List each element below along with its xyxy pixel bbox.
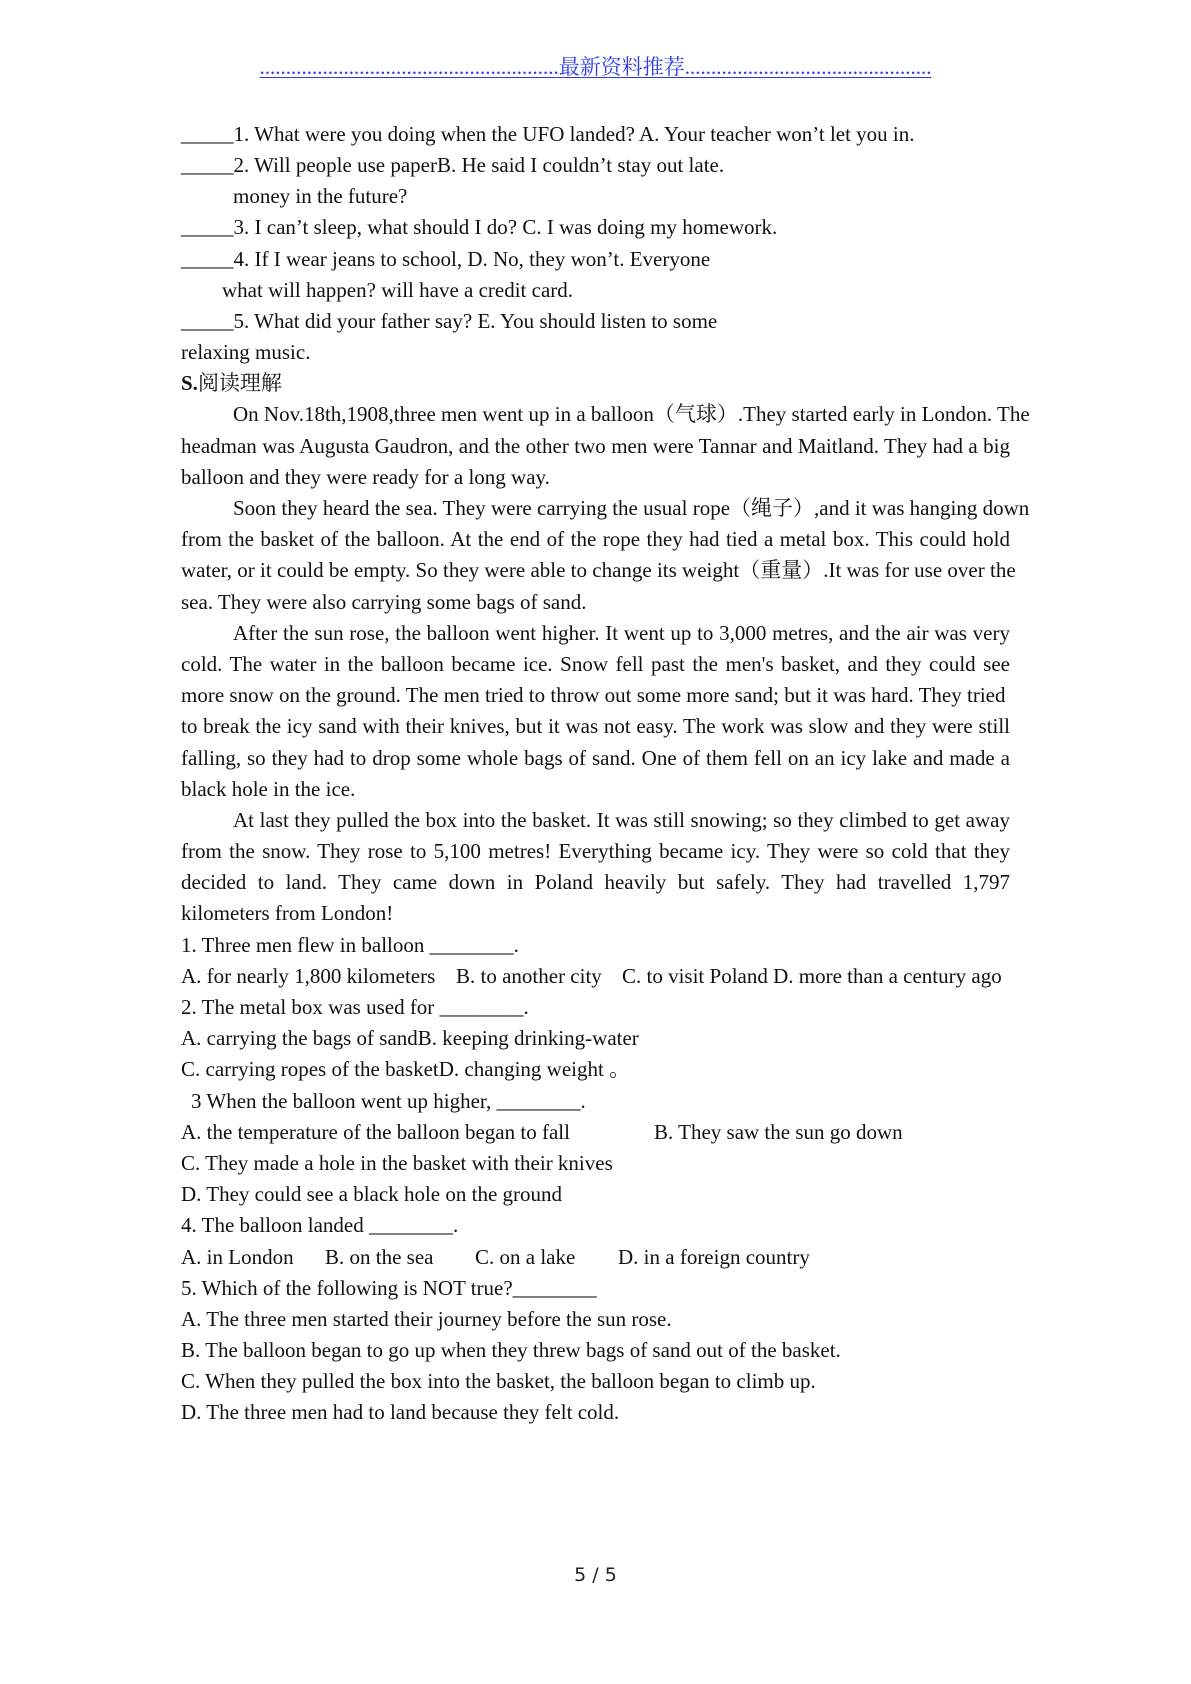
passage-line: After the sun rose, the balloon went higher. It went up to 3,000 metres, and the air was very [233, 620, 1010, 645]
question-4-options [181, 1242, 1010, 1273]
question-5-option-c: C. When they pulled the box into the basket, the balloon began to climb up. [181, 1369, 816, 1394]
passage-line: water, or it could be empty. So they were able to change its weight（重量）.It was for use over the [181, 558, 1016, 583]
question-1-options-cd [622, 961, 1002, 992]
passage-line: headman was Augusta Gaudron, and the other two men were Tannar and Maitland. They had a big [181, 433, 1010, 458]
question-3-option-d: D. They could see a black hole on the ground [181, 1182, 563, 1207]
question-2-options-ab [181, 1023, 1010, 1054]
question-1-stem: 1. Three men flew in balloon ________. [181, 932, 519, 957]
passage-line: to break the icy sand with their knives, but it was not easy. The work was slow and they were still [181, 714, 1010, 739]
question-4-option-a: A. in London [181, 1244, 294, 1269]
question-2-option-b: B. keeping drinking-water [417, 1026, 639, 1051]
passage-line: from the snow. They rose to 5,100 metres! Everything became icy. They were so cold that they [181, 839, 1010, 864]
passage-line: At last they pulled the box into the basket. It was still snowing; so they climbed to get away [233, 807, 1010, 832]
passage-line: falling, so they had to drop some whole bags of sand. One of them fell on an icy lake and made a [181, 745, 1010, 770]
passage-line: black hole in the ice. [181, 776, 356, 801]
section-heading [181, 368, 1010, 399]
page-number: 5 / 5 [574, 1564, 617, 1586]
question-5-option-b: B. The balloon began to go up when they threw bags of sand out of the basket. [181, 1338, 841, 1363]
matching-line-4-continued: what will happen? will have a credit card. [222, 277, 574, 302]
question-4-option-d: D. in a foreign country [618, 1244, 810, 1269]
document-body [181, 119, 1030, 1429]
question-4-option-c: C. on a lake [475, 1244, 576, 1269]
question-3-option-a: A. the temperature of the balloon began to fall [181, 1119, 570, 1144]
passage-line: cold. The water in the balloon became ice. Snow fell past the men's basket, and they could see [181, 651, 1010, 676]
question-1-option-c: C. to visit Poland [622, 963, 768, 988]
matching-line-2-continued: money in the future? [233, 184, 408, 209]
header-banner [260, 55, 932, 79]
question-2-option-d: D. changing weight 。 [438, 1057, 631, 1082]
question-1-option-b: B. to another city [456, 963, 602, 988]
matching-line-2: _____2. Will people use paperB. He said I couldn’t stay out late. [181, 152, 725, 177]
question-5-stem: 5. Which of the following is NOT true?________ [181, 1275, 597, 1300]
matching-line-3: _____3. I can’t sleep, what should I do? C. I was doing my homework. [181, 215, 778, 240]
question-4-stem: 4. The balloon landed ________. [181, 1213, 459, 1238]
question-2-option-a: A. carrying the bags of sand [181, 1026, 418, 1051]
question-1-option-d: D. more than a century ago [773, 963, 1002, 988]
question-5-option-d: D. The three men had to land because they felt cold. [181, 1400, 620, 1425]
passage-line: sea. They were also carrying some bags of sand. [181, 589, 587, 614]
matching-line-5-continued: relaxing music. [181, 340, 311, 365]
page-header [0, 50, 1191, 84]
section-label: S. [181, 371, 198, 396]
question-3-stem: 3 When the balloon went up higher, ________. [191, 1088, 586, 1113]
matching-line-4: _____4. If I wear jeans to school, D. No, they won’t. Everyone [181, 246, 711, 271]
matching-line-5: _____5. What did your father say? E. You should listen to some [181, 308, 718, 333]
passage-line: more snow on the ground. The men tried to throw out some more sand; but it was hard. They tried [181, 683, 1006, 708]
passage-line: balloon and they were ready for a long way. [181, 464, 550, 489]
question-5-option-a: A. The three men started their journey before the sun rose. [181, 1306, 672, 1331]
question-2-options-cd [181, 1054, 1010, 1085]
passage-line: decided to land. They came down in Poland heavily but safely. They had travelled 1,797 [181, 870, 1010, 895]
question-2-stem: 2. The metal box was used for ________. [181, 995, 529, 1020]
passage-line: from the basket of the balloon. At the end of the rope they had tied a metal box. This could hold [181, 527, 1010, 552]
matching-line-1: _____1. What were you doing when the UFO landed? A. Your teacher won’t let you in. [181, 121, 915, 146]
question-1-option-a: A. for nearly 1,800 kilometers [181, 963, 436, 988]
question-3-option-c: C. They made a hole in the basket with their knives [181, 1150, 613, 1175]
question-4-option-b: B. on the sea [325, 1244, 434, 1269]
passage-line: On Nov.18th,1908,three men went up in a balloon（气球）.They started early in London. The [233, 402, 1030, 427]
section-title: 阅读理解 [197, 371, 282, 396]
passage-line: kilometers from London! [181, 901, 394, 926]
question-3-option-b: B. They saw the sun go down [654, 1119, 903, 1144]
question-2-option-c: C. carrying ropes of the basket [181, 1057, 439, 1082]
header-title: 最新资料推荐 [558, 55, 685, 79]
question-3-options-ab [181, 1117, 1010, 1148]
question-1-options [181, 961, 1010, 992]
header-dots-right: ............................................... [684, 55, 932, 79]
header-dots-left: ......................................................... [259, 55, 559, 79]
passage-line: Soon they heard the sea. They were carrying the usual rope（绳子）,and it was hanging down [233, 496, 1030, 521]
